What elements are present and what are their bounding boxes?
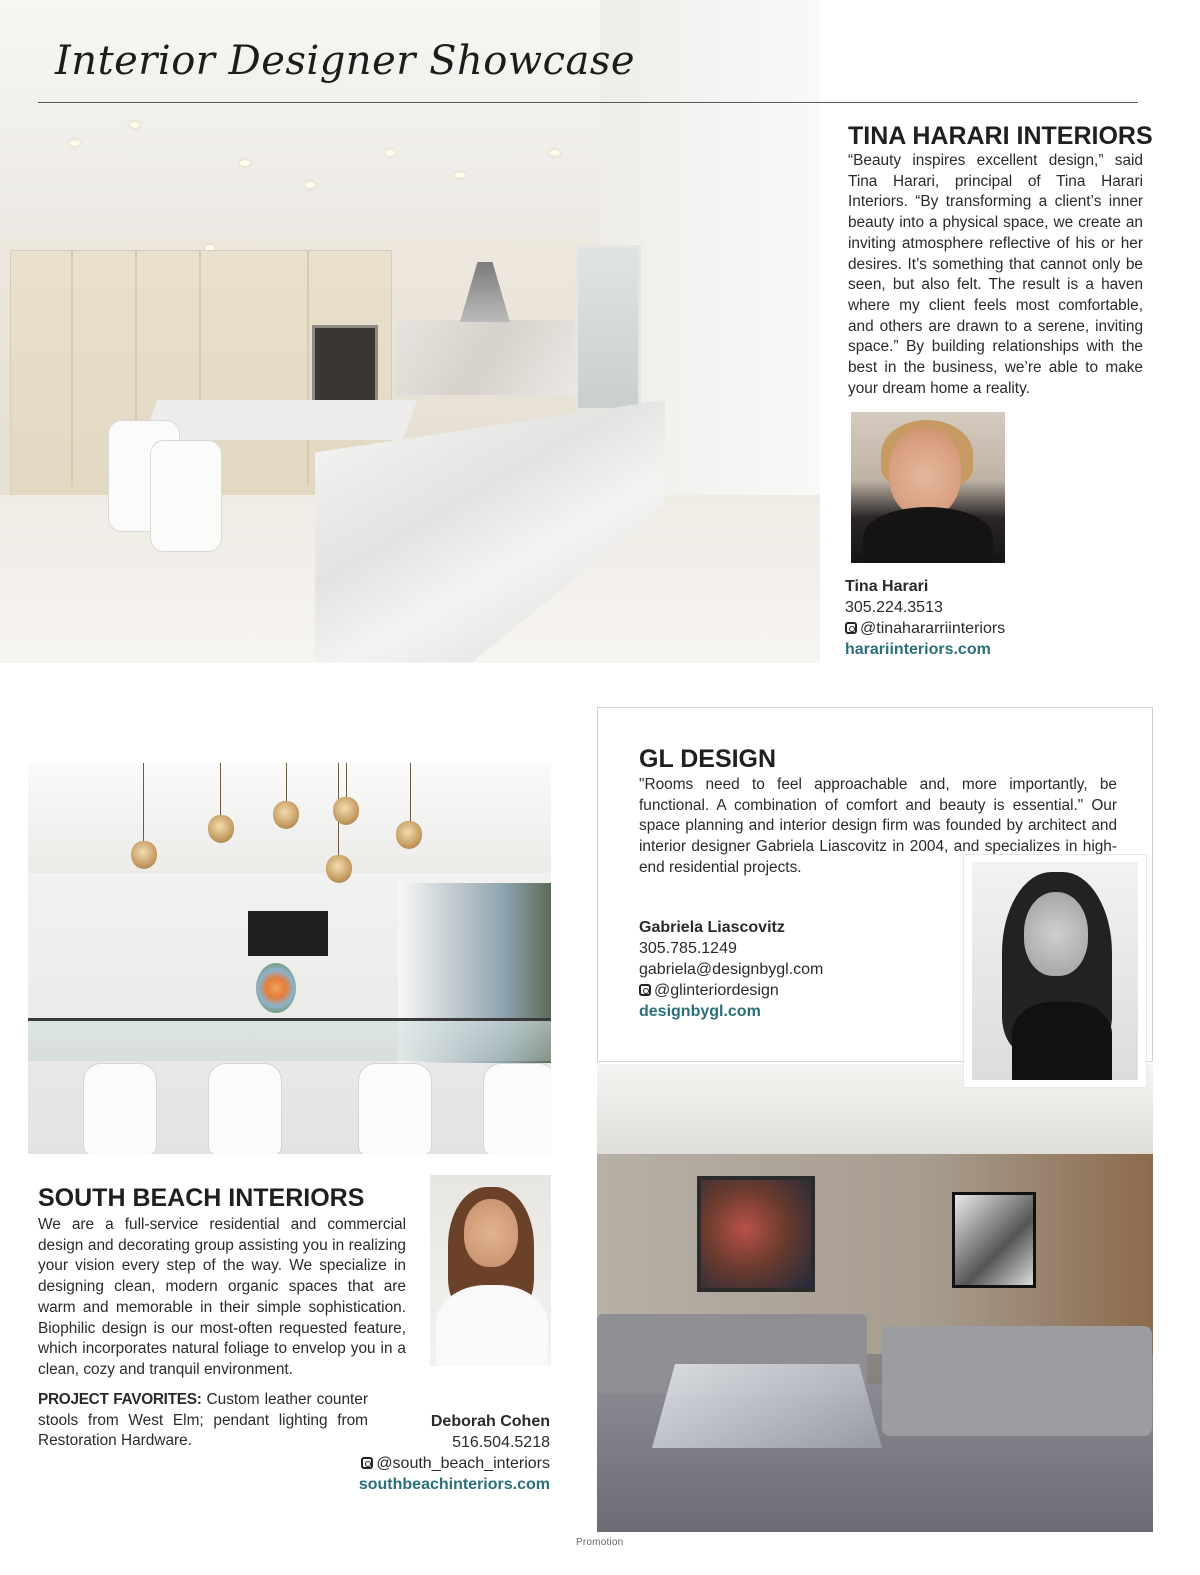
- gl-contact: [639, 917, 823, 1022]
- instagram-handle[interactable]: @south_beach_interiors: [376, 1455, 550, 1472]
- ceiling-light: [455, 172, 465, 178]
- kitchen-counter: [143, 400, 418, 440]
- contact-email[interactable]: gabriela@designbygl.com: [639, 961, 824, 978]
- sbi-contact: [290, 1411, 550, 1495]
- ceiling-light: [550, 150, 560, 156]
- page-title: Interior Designer Showcase: [55, 38, 636, 84]
- contact-name: Gabriela Liascovitz: [639, 919, 785, 936]
- portrait-dress: [1012, 1002, 1112, 1080]
- living-room-photo: [597, 1064, 1153, 1532]
- range-hood: [460, 262, 510, 322]
- gl-description: "Rooms need to feel approachable and, more importantly, be functional. A combination of comfort and beauty is essential." Our space planning and interior design firm was founded by architect and interior designer Gabriela Liascovitz in 2004, and specializes in high-end residential projects.: [639, 776, 1117, 876]
- contact-name: Tina Harari: [845, 578, 929, 595]
- pendant-light: [326, 855, 352, 883]
- tina-description: “Beauty inspires excellent design,” said Tina Harari, principal of Tina Harari Interiors. “By transforming a client’s inner beauty into a physical space, we create an inviting atmosphere reflective of his or her desires. It’s something that cannot only be seen, but also felt. The result is a haven where my client feels most comfortable, and others are drawn to a serene, inviting space.” By building relationships with the best in the business, we’re able to make your dream home a reality.: [848, 152, 1143, 397]
- dining-room-photo: [28, 763, 551, 1154]
- contact-phone: 516.504.5218: [452, 1434, 550, 1451]
- portrait-face: [464, 1199, 518, 1267]
- cabinet-door: [11, 251, 73, 486]
- contact-instagram[interactable]: [290, 1453, 550, 1474]
- pendant-light: [131, 841, 157, 869]
- tina-portrait: [851, 412, 1005, 563]
- glass-cabinet: [575, 245, 641, 411]
- dining-chair: [208, 1063, 282, 1154]
- portrait-shirt: [436, 1285, 548, 1366]
- kitchen-photo: [0, 0, 820, 663]
- ceiling-light: [130, 122, 140, 128]
- contact-instagram[interactable]: [845, 618, 1005, 639]
- wall-oven: [312, 325, 378, 411]
- contact-website-link[interactable]: southbeachinteriors.com: [358, 1476, 550, 1493]
- dining-chair: [83, 1063, 157, 1154]
- contact-instagram[interactable]: [639, 980, 823, 1001]
- dining-chair: [483, 1063, 551, 1154]
- wall-artwork: [952, 1192, 1036, 1288]
- tina-contact: [845, 576, 1005, 660]
- pendant-light: [208, 815, 234, 843]
- grey-sofa: [882, 1326, 1152, 1436]
- sbi-section-title: SOUTH BEACH INTERIORS: [38, 1184, 365, 1212]
- wall-artwork: [697, 1176, 815, 1292]
- pendant-wire: [286, 763, 287, 803]
- title-divider: [38, 102, 1138, 103]
- ceiling-light: [240, 160, 250, 166]
- gl-section-title: GL DESIGN: [639, 745, 777, 773]
- contact-phone: 305.224.3513: [845, 599, 943, 616]
- ceiling-light: [305, 182, 315, 188]
- tina-section-title: TINA HARARI INTERIORS: [848, 122, 1153, 150]
- pendant-wire: [220, 763, 221, 818]
- pendant-wire: [346, 763, 347, 798]
- cabinet-door: [207, 251, 309, 486]
- favorites-text: Custom leather counter stools from West Elm; pendant lighting from Restoration Hardware.: [38, 1391, 368, 1450]
- portrait-top: [863, 507, 993, 563]
- portrait-face: [889, 427, 961, 517]
- pendant-wire: [410, 763, 411, 823]
- contact-website-link[interactable]: designbygl.com: [639, 1003, 761, 1020]
- pendant-wire: [143, 763, 144, 843]
- portrait-face: [1024, 892, 1088, 976]
- contact-phone: 305.785.1249: [639, 940, 737, 957]
- glass-dining-table: [28, 1018, 551, 1061]
- contact-name: Deborah Cohen: [430, 1413, 550, 1430]
- instagram-handle[interactable]: @glinteriordesign: [654, 982, 779, 999]
- flower-arrangement: [256, 963, 296, 1013]
- marble-backsplash: [395, 320, 575, 395]
- ceiling-light: [385, 150, 395, 156]
- wall-tv: [248, 911, 328, 956]
- gl-portrait: [964, 855, 1146, 1087]
- pendant-light: [396, 821, 422, 849]
- instagram-icon: [639, 984, 651, 996]
- ceiling-light: [70, 140, 80, 146]
- instagram-icon: [361, 1457, 373, 1469]
- pendant-light: [273, 801, 299, 829]
- sbi-portrait: [430, 1175, 551, 1366]
- pendant-light: [333, 797, 359, 825]
- contact-website-link[interactable]: harariinteriors.com: [845, 641, 991, 658]
- bar-stool: [150, 440, 222, 552]
- instagram-handle[interactable]: @tinahararriinteriors: [860, 620, 1006, 637]
- dining-chair: [358, 1063, 432, 1154]
- sbi-description: We are a full-service residential and commercial design and decorating group assisting you in realizing your vision every step of the way. We specialize in designing clean, modern organic spaces that are warm and memorable in their simple sophistication. Biophilic design is our most-often requested feature, which incorporates natural foliage to envelop you in a clean, cozy and tranquil environment.: [38, 1216, 406, 1378]
- gl-portrait-image: [972, 862, 1138, 1080]
- promotion-label: Promotion: [576, 1537, 624, 1548]
- favorites-label: PROJECT FAVORITES:: [38, 1391, 202, 1408]
- instagram-icon: [845, 622, 857, 634]
